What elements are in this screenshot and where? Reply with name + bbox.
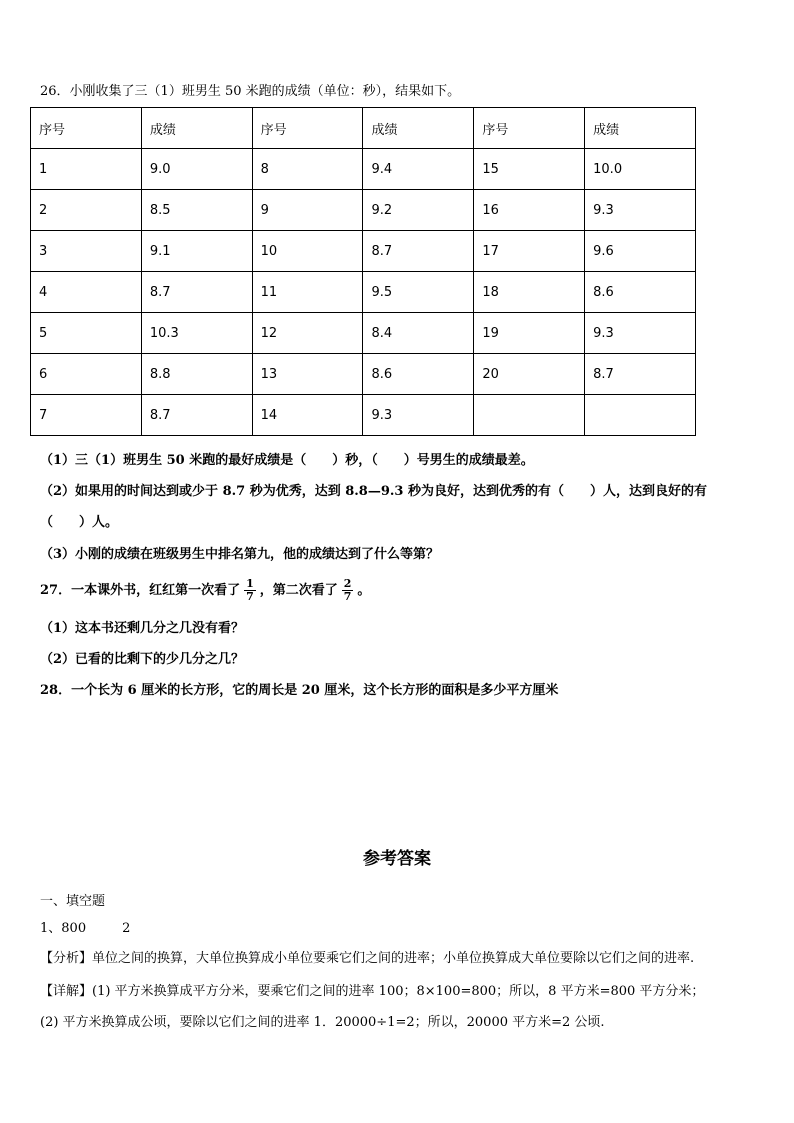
table-cell: 11 (252, 272, 363, 313)
table-cell: 13 (252, 354, 363, 395)
question-27-sub1: （1）这本书还剩几分之几没有看？ (40, 621, 245, 636)
table-row (31, 313, 696, 354)
question-26-sub3: （3）小刚的成绩在班级男生中排名第九，他的成绩达到了什么等第？ (40, 547, 440, 562)
scores-table (30, 107, 696, 436)
table-cell: 3 (31, 231, 142, 272)
table-cell: 8.4 (363, 313, 474, 354)
table-cell: 4 (31, 272, 142, 313)
table-cell (585, 395, 696, 436)
table-header-cell: 成绩 (141, 108, 252, 149)
table-row (31, 354, 696, 395)
table-header-cell: 成绩 (363, 108, 474, 149)
table-cell: 8.8 (141, 354, 252, 395)
table-cell: 10 (252, 231, 363, 272)
table-cell: 20 (474, 354, 585, 395)
table-cell: 8.5 (141, 190, 252, 231)
table-header-cell: 序号 (31, 108, 142, 149)
table-header-cell: 序号 (252, 108, 363, 149)
fraction-2-denominator: 7 (343, 590, 352, 603)
table-cell: 15 (474, 149, 585, 190)
table-row (31, 395, 696, 436)
question-27-sub2: （2）已看的比剩下的少几分之几？ (40, 652, 245, 667)
table-cell: 6 (31, 354, 142, 395)
table-cell: 8.7 (585, 354, 696, 395)
table-cell: 1 (31, 149, 142, 190)
table-cell: 19 (474, 313, 585, 354)
table-cell: 2 (31, 190, 142, 231)
table-cell: 17 (474, 231, 585, 272)
fraction-2-numerator: 2 (343, 577, 352, 590)
table-cell: 9.3 (585, 313, 696, 354)
table-cell: 8.6 (585, 272, 696, 313)
answer-1-number: 1、800 (40, 921, 87, 936)
question-28-stem: 28．一个长为 6 厘米的长方形，它的周长是 20 厘米，这个长方形的面积是多少平方厘米 (40, 683, 559, 698)
fraction-one-seventh (244, 578, 256, 603)
table-cell: 9.3 (585, 190, 696, 231)
table-cell: 12 (252, 313, 363, 354)
answer-item-1 (40, 920, 130, 938)
question-26-sub1: （1）三（1）班男生 50 米跑的最好成绩是（ ）秒，（ ）号男生的成绩最差。 (40, 453, 534, 468)
table-cell: 14 (252, 395, 363, 436)
table-cell (474, 395, 585, 436)
table-header-cell: 序号 (474, 108, 585, 149)
table-cell: 8.7 (363, 231, 474, 272)
question-26-stem: 26．小刚收集了三（1）班男生 50 米跑的成绩（单位：秒），结果如下。 (40, 84, 461, 99)
answers-title: 参考答案 (363, 849, 431, 869)
table-cell: 5 (31, 313, 142, 354)
table-cell: 9.2 (363, 190, 474, 231)
table-cell: 10.0 (585, 149, 696, 190)
table-row (31, 231, 696, 272)
table-cell: 16 (474, 190, 585, 231)
answer-detail-1: 【详解】(1) 平方米换算成平方分米，要乘它们之间的进率 100；8×100=800；所以，8 平方米=800 平方分米； (40, 984, 705, 999)
answer-analysis: 【分析】单位之间的换算，大单位换算成小单位要乘它们之间的进率；小单位换算成大单位要除以它们之间的进率. (40, 951, 695, 966)
question-27-stem (40, 578, 370, 604)
table-cell: 7 (31, 395, 142, 436)
question-26-sub2-line2: （ ）人。 (40, 515, 119, 530)
table-cell: 9.0 (141, 149, 252, 190)
table-row (31, 149, 696, 190)
table-header-row (31, 108, 696, 149)
table-cell: 9.4 (363, 149, 474, 190)
table-cell: 8.7 (141, 272, 252, 313)
table-header-cell: 成绩 (585, 108, 696, 149)
fraction-1-numerator: 1 (246, 577, 254, 590)
table-cell: 10.3 (141, 313, 252, 354)
table-cell: 8.7 (141, 395, 252, 436)
table-cell: 9.5 (363, 272, 474, 313)
question-27-stem-part2: ，第二次看了 (259, 583, 338, 598)
answers-section-heading: 一、填空题 (40, 894, 106, 909)
table-cell: 9.6 (585, 231, 696, 272)
question-27-stem-part3: 。 (357, 583, 371, 598)
table-row (31, 272, 696, 313)
table-cell: 8 (252, 149, 363, 190)
table-cell: 9.3 (363, 395, 474, 436)
question-27-stem-part1: 27．一本课外书，红红第一次看了 (40, 583, 241, 598)
table-cell: 9.1 (141, 231, 252, 272)
fraction-two-sevenths (342, 578, 354, 603)
table-cell: 18 (474, 272, 585, 313)
answer-1-value: 2 (122, 921, 131, 936)
fraction-1-denominator: 7 (246, 590, 254, 603)
question-26-sub2-line1: （2）如果用的时间达到或少于 8.7 秒为优秀，达到 8.8—9.3 秒为良好，达到优秀的有（ ）人，达到良好的有 (40, 484, 707, 499)
answer-detail-2: (2) 平方米换算成公顷，要除以它们之间的进率 1．20000÷1=2；所以，20000 平方米=2 公顷. (40, 1015, 605, 1030)
table-row (31, 190, 696, 231)
table-cell: 9 (252, 190, 363, 231)
table-cell: 8.6 (363, 354, 474, 395)
